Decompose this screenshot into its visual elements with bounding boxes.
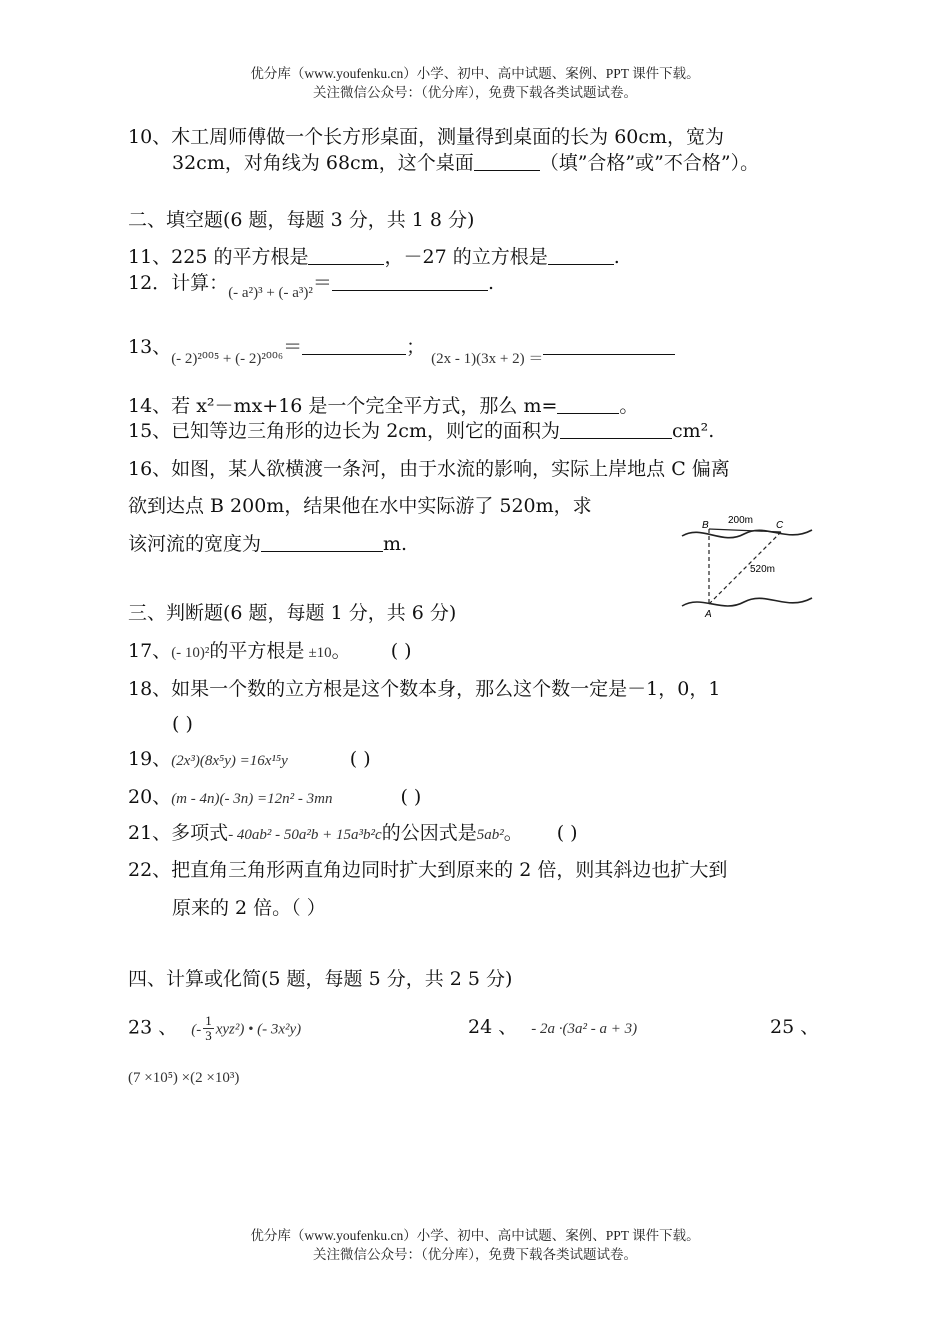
q11-blank-1[interactable] bbox=[308, 246, 384, 265]
q17-value: ±10 bbox=[308, 645, 332, 661]
river-figure bbox=[678, 510, 818, 620]
q14-blank[interactable] bbox=[557, 395, 619, 414]
q12-equals: ＝ bbox=[312, 272, 332, 294]
q24-expression: - 2a ·(3a² - a + 3) bbox=[531, 1021, 638, 1037]
q10-blank[interactable] bbox=[474, 152, 540, 171]
q14 bbox=[128, 393, 638, 419]
figure-label-c: C bbox=[776, 520, 784, 531]
q16-line-3 bbox=[128, 531, 407, 557]
q15-blank[interactable] bbox=[560, 420, 672, 439]
q17-text: 的平方根是 bbox=[209, 640, 305, 662]
q21-expression-2: 5ab² bbox=[476, 827, 504, 843]
q16-text-b: m. bbox=[383, 533, 408, 555]
q22-line-1: 22、把直角三角形两直角边同时扩大到原来的 2 倍，则其斜边也扩大到 bbox=[128, 859, 728, 881]
section-2-title: 二、填空题(6 题，每题 3 分，共 1 8 分) bbox=[128, 209, 475, 231]
q23-expr-pre: (- bbox=[191, 1021, 202, 1038]
q13-expression-1: (- 2)²⁰⁰⁵ + (- 2)²⁰⁰⁶ bbox=[171, 351, 284, 367]
q23-fraction bbox=[203, 1014, 214, 1043]
q25-expression-line bbox=[128, 1063, 239, 1091]
q23 bbox=[128, 1014, 301, 1043]
q19 bbox=[128, 746, 371, 774]
q17-answer-paren[interactable]: ( ) bbox=[390, 640, 412, 662]
q21-text-a: 21、多项式 bbox=[128, 822, 229, 844]
q21 bbox=[128, 820, 578, 848]
q23-expr-post: xyz²) • (- 3x²y) bbox=[215, 1021, 302, 1038]
q22-line-2: 原来的 2 倍。（ ） bbox=[172, 897, 326, 919]
q20-label: 20、 bbox=[128, 786, 172, 808]
section-4-title: 四、计算或化简(5 题，每题 5 分，共 2 5 分) bbox=[128, 968, 513, 990]
q19-answer-paren[interactable]: ( ) bbox=[349, 748, 371, 770]
q11-text-a: 11、225 的平方根是 bbox=[128, 246, 309, 268]
q21-expression: - 40ab² - 50a²b + 15a³b²c bbox=[228, 827, 382, 843]
figure-label-520m: 520m bbox=[750, 564, 776, 575]
q10-line-2 bbox=[172, 150, 759, 176]
q17 bbox=[128, 638, 412, 666]
offset-line bbox=[709, 529, 781, 532]
page-footer bbox=[0, 1226, 950, 1264]
q12-label: 12．计算： bbox=[128, 272, 229, 294]
q12 bbox=[128, 270, 494, 306]
q16-blank[interactable] bbox=[261, 533, 383, 552]
page-header bbox=[0, 64, 950, 102]
q10-text-b: （填”合格”或”不合格”）。 bbox=[539, 152, 760, 174]
q12-expression: (- a²)³ + (- a³)² bbox=[228, 285, 313, 301]
q24 bbox=[468, 1014, 637, 1042]
figure-label-b: B bbox=[702, 520, 709, 531]
q15-text-a: 15、已知等边三角形的边长为 2cm，则它的面积为 bbox=[128, 420, 560, 442]
footer-line-1: 优分库（www.youfenku.cn）小学、初中、高中试题、案例、PPT 课件下载。 bbox=[250, 1228, 700, 1243]
q17-label: 17、 bbox=[128, 640, 172, 662]
header-line-2: 关注微信公众号：（优分库），免费下载各类试题试卷。 bbox=[313, 85, 637, 100]
q11-blank-2[interactable] bbox=[548, 246, 614, 265]
q18-line-1: 18、如果一个数的立方根是这个数本身，那么这个数一定是－1，0，1 bbox=[128, 678, 721, 700]
q14-text-b: 。 bbox=[619, 395, 639, 417]
q20 bbox=[128, 784, 421, 812]
section-3-title: 三、判断题(6 题，每题 1 分，共 6 分) bbox=[128, 602, 457, 624]
q16-line-1: 16、如图，某人欲横渡一条河，由于水流的影响，实际上岸地点 C 偏离 bbox=[128, 458, 730, 480]
q13 bbox=[128, 334, 675, 372]
q16-line-2: 欲到达点 B 200m，结果他在水中实际游了 520m，求 bbox=[128, 495, 592, 517]
q11-text-c: . bbox=[613, 246, 620, 268]
footer-line-2: 关注微信公众号：（优分库），免费下载各类试题试卷。 bbox=[313, 1247, 637, 1262]
q10-line-1: 10、木工周师傅做一个长方形桌面，测量得到桌面的长为 60cm，宽为 bbox=[128, 126, 725, 148]
q20-expression: (m - 4n)(- 3n) =12n² - 3mn bbox=[171, 791, 333, 807]
q23-label: 23 、 bbox=[128, 1016, 178, 1039]
q21-text-b: 的公因式是 bbox=[381, 822, 477, 844]
q21-answer-paren[interactable]: ( ) bbox=[556, 822, 578, 844]
q10-text-a: 32cm，对角线为 68cm，这个桌面 bbox=[172, 152, 474, 174]
q15 bbox=[128, 418, 714, 444]
q23-fraction-numerator: 1 bbox=[205, 1013, 212, 1028]
q15-text-b: cm². bbox=[671, 420, 715, 442]
q19-label: 19、 bbox=[128, 748, 172, 770]
q25-expression: (7 ×10⁵) ×(2 ×10³) bbox=[128, 1070, 240, 1086]
q13-blank-2[interactable] bbox=[543, 336, 675, 355]
q13-equals: ＝ bbox=[283, 336, 303, 358]
q12-blank[interactable] bbox=[332, 272, 488, 291]
q18-answer-paren[interactable]: ( ) bbox=[172, 713, 193, 735]
q24-label: 24 、 bbox=[468, 1016, 518, 1038]
header-line-1: 优分库（www.youfenku.cn）小学、初中、高中试题、案例、PPT 课件下载。 bbox=[250, 66, 700, 81]
river-bank-bottom bbox=[682, 598, 812, 606]
q14-text-a: 14、若 x²－mx+16 是一个完全平方式，那么 m= bbox=[128, 395, 558, 417]
q13-blank-1[interactable] bbox=[302, 336, 406, 355]
q16-text-a: 该河流的宽度为 bbox=[128, 533, 262, 555]
q13-separator: ； bbox=[406, 336, 426, 358]
q13-expression-2: (2x - 1)(3x + 2) ＝ bbox=[431, 351, 544, 367]
q17-expression: (- 10)² bbox=[171, 645, 210, 661]
figure-label-a: A bbox=[705, 609, 712, 620]
q11-text-b: ，－27 的立方根是 bbox=[384, 246, 548, 268]
figure-label-200m: 200m bbox=[728, 515, 754, 526]
q20-answer-paren[interactable]: ( ) bbox=[400, 786, 422, 808]
q19-expression: (2x³)(8x⁵y) =16x¹⁵y bbox=[171, 753, 288, 769]
q11 bbox=[128, 244, 620, 270]
q13-label: 13、 bbox=[128, 336, 172, 358]
q25-label: 25 、 bbox=[770, 1016, 820, 1038]
q12-end: . bbox=[487, 272, 494, 294]
q21-end: 。 bbox=[503, 822, 523, 844]
q23-fraction-denominator: 3 bbox=[205, 1028, 212, 1043]
q17-end: 。 bbox=[331, 640, 351, 662]
